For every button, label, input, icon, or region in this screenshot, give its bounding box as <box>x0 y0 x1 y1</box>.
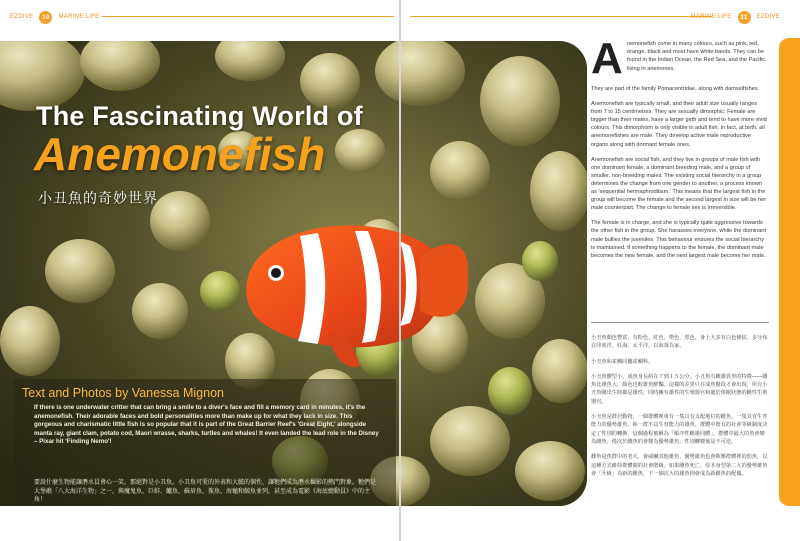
lead-paragraph-chinese: 要說什麼生物能讓潛水員會心一笑，那絕對是小丑魚。小丑魚可愛的外表和大膽的個性，讓牠們成為潛水攝影的熱門對象。牠們是大堡礁「八大海洋生物」之一，與魔鬼魚、巨蚌、鱸魚、蘇眉魚、鯊魚、海龜和鯨魚並列，甚至成為電影《海底總動員》中的主角！ <box>34 480 377 503</box>
article-paragraph: Anemonefish are social fish, and they live in groups of male fish with one dominant female, a dominant breeding male, and a group of smaller, non-breeding males. The existing social hierarchy in a group determines the change from one gender to another, a process known as 'sequential hermaphroditism.' This means that the largest fish in the group will become the female and the second largest in size will be her male counterpart. The change to female sex is irreversible. <box>591 156 767 212</box>
page-number-left: 10 <box>39 11 52 24</box>
article-paragraph: They are part of the family Pomacentridae, along with damselfishes. <box>591 86 760 92</box>
article-paragraph: The female is in charge, and she is typically quite aggressive towards the other fish in the group. She harasses everyone, while the dominant male bullies the juveniles. This behaviour ensures the social hierarchy is maintained. If something happens to the female, the dominant male becomes the new female, and the next largest male become her mate. <box>591 220 767 259</box>
section-side-tab <box>779 38 800 506</box>
article-paragraph-cn: 雌魚是魚群中的老大，會威嚇其他雄魚，優勢雄魚也會欺壓群體裡的幼魚，以這種方式維持群體間的社會階級。如果雌魚死亡，原本身型第二大的優勢雄魚會「升級」為新的雌魚，下一個次大的雄魚則會成為新雌魚的配偶。 <box>591 454 768 477</box>
feature-title-line1: The Fascinating World of <box>36 101 363 131</box>
anemonefish-photo <box>0 41 587 506</box>
drop-cap: A <box>591 34 623 83</box>
article-paragraph: Anemonefish are typically small, and their adult size usually ranges from 7 to 15 centimetres. They are sexually dimorphic: Female are bigger than their mates, have a larger girth and tend to have more vivid colours. This dimorphism is only visible in adult fish. In fact, at birth, all anemonefishes are male. They develop active male reproductive organs along with dormant female ones. <box>591 101 767 148</box>
byline: Text and Photos by Vanessa Mignon <box>22 386 224 400</box>
brand-label-left: EZDIVE <box>10 14 34 20</box>
feature-title-main: Anemonefish <box>34 128 326 180</box>
feature-title-chinese: 小丑魚的奇妙世界 <box>38 191 158 207</box>
article-body-english <box>591 85 769 267</box>
header-rule-right <box>410 16 712 17</box>
article-body-chinese <box>591 334 769 485</box>
article-paragraph-cn: 小丑魚體型小，成魚身長約在７到１５公分。小丑魚有雌雄異形的特徵——雌魚比雄魚大，顏色也較雄魚鮮豔。這樣的差異只在成魚階段才會出現，所有小丑魚剛出生時都是雄性，同時擁有雄性的生殖器官和處於休眠狀態的雌性生殖器官。 <box>591 373 768 405</box>
article-paragraph-cn: 小丑魚是群居動物，一個群體裡會有一隻具有支配地位的雌魚、一隻具有生育能力的優勢雄魚，和一群不具生育能力的雄魚。群體中既有的社會等級制度決定了性別的轉換，這個過程被稱為「順序性雌雄同體」。群體中最大的魚會變為雌魚，僅次於雌魚的會變為優勢雄魚。性別轉變後是不可逆。 <box>591 414 768 445</box>
left-page-header <box>10 8 99 26</box>
section-divider <box>591 322 769 323</box>
article-paragraph-cn: 小丑魚和雀鯛同屬雀鯛科。 <box>591 358 654 365</box>
right-page-header <box>691 8 780 26</box>
article-paragraph-cn: 小丑魚顏色豐富，有粉色、紅色、橙色、黑色，身上大多有白色條紋。多分布在印度洋、紅海、太平洋，以海葵為家。 <box>591 335 768 350</box>
page-gutter <box>399 0 401 541</box>
article-intro: nemonefish come in many colours, such as pink, red, orange, black and most have white bands. They can be found in the Indian Ocean, the Red Sea, and the Pacific, living in anemones. <box>627 41 767 72</box>
section-label-right: MARINE LIFE <box>690 14 732 20</box>
section-label-left: MARINE LIFE <box>58 14 100 20</box>
brand-label-right: EZDIVE <box>756 14 780 20</box>
lead-paragraph-english: If there is one underwater critter that can bring a smile to a diver's face and fill a memory card in minutes, it's the anemonefish. Their adorable faces and bold personalities more than make up for what they lack in size. This gorgeous and charismatic little fish is so popular that it is part of the Great Barrier Reef's 'Great Eight,' alongside manta ray, giant clam, potato cod, Maori wrasse, sharks, turtles and whales! It even landed the lead role in the Disney – Pixar hit 'Finding Nemo'! <box>34 404 379 445</box>
header-rule-left <box>102 16 394 17</box>
page-number-right: 11 <box>738 11 751 24</box>
